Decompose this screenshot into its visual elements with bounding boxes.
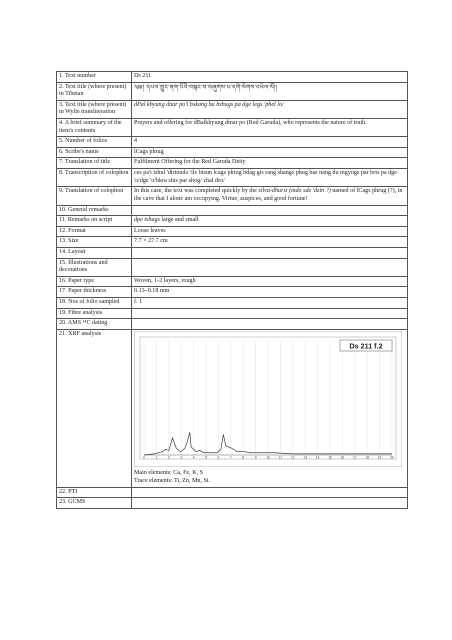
row-value <box>132 258 408 276</box>
row-value: Loose leaves <box>132 226 408 237</box>
x-tick-label: 4 <box>192 455 195 460</box>
x-axis-ticks <box>143 455 394 459</box>
row-label: 5. Number of folios <box>57 137 132 148</box>
x-tick-label: 20 <box>390 455 394 460</box>
table-row <box>57 205 408 216</box>
row-label: 14. Layout <box>57 247 132 258</box>
x-tick-label: 6 <box>217 455 220 460</box>
row-value: 0.13–0.18 mm <box>132 287 408 298</box>
x-tick-label: 9 <box>254 455 257 460</box>
row-label: 8. Transcription of colophon <box>57 169 132 187</box>
script-text: large and small <box>159 217 199 224</box>
table-row <box>57 258 408 276</box>
row-value: Prayers and offering for dBalkhyung dmar po (Red Garuda), who represents the nature of truth. <box>132 119 408 137</box>
gridlines <box>144 341 392 455</box>
table-row <box>57 82 408 100</box>
x-tick-label: 7 <box>229 455 232 460</box>
row-label: 16. Paper type <box>57 276 132 287</box>
x-tick-label: 13 <box>303 455 307 460</box>
table-row <box>57 319 408 330</box>
row-value: ces pa'i tshul 'dirinudo 'ile btsun lcags phrug bdag gis rang shangs phug bas nang du mgyogs par bris pa dge 'o/dge 'o/bkra shis par shog/ zhal dro/ <box>132 169 408 187</box>
table-row <box>57 308 408 319</box>
row-label: 3. Text title (where present) in Wylie transliteration <box>57 100 132 118</box>
table-row <box>57 226 408 237</box>
script-term: dpe tshugs <box>134 217 160 224</box>
row-value <box>132 247 408 258</box>
row-value <box>132 487 408 498</box>
table-row <box>57 216 408 227</box>
row-label: 12. Format <box>57 226 132 237</box>
x-tick-label: 17 <box>353 455 357 460</box>
row-value <box>132 498 408 509</box>
tibetan-title: ༄༅། དཔལ་ཁྱུང་ནག་པོའི་བསྐང་བ་བཞུགས་པ་དགེ་ལེགས་འཕེལ་ལོ།། <box>132 82 408 100</box>
row-value <box>132 308 408 319</box>
table-row <box>57 72 408 83</box>
x-tick-label: 19 <box>377 455 382 460</box>
table-row <box>57 119 408 137</box>
colophon-term: silva-dharsi (mdo sde 'dzin ?) <box>258 188 331 195</box>
x-tick-label: 8 <box>242 455 245 460</box>
table-row <box>57 100 408 118</box>
table-row <box>57 298 408 309</box>
x-tick-label: 14 <box>315 455 320 460</box>
table-row <box>57 237 408 248</box>
xrf-main-elements: Main elements: Ca, Fe, K, S <box>134 470 204 477</box>
row-value: 7.7 × 27.7 cm <box>132 237 408 248</box>
row-label: 23. GCMS <box>57 498 132 509</box>
row-value: 4 <box>132 137 408 148</box>
xrf-trace-elements: Trace elements: Ti, Zn, Mn, Si. <box>134 478 211 485</box>
x-tick-label: 1 <box>155 455 158 460</box>
x-tick-label: 15 <box>328 455 332 460</box>
row-value: Woven, 1-2 layers, rough <box>132 276 408 287</box>
metadata-table <box>56 71 408 509</box>
table-row <box>57 498 408 509</box>
row-label: 2. Text title (where present) in Tibetan <box>57 82 132 100</box>
x-tick-label: 16 <box>340 455 345 460</box>
colophon-text: In this case, the text was completed quickly by the <box>134 188 259 195</box>
x-tick-label: 3 <box>180 455 183 460</box>
xrf-spectrum-chart <box>134 331 402 467</box>
row-label: 4. A brief summary of the item's contents <box>57 119 132 137</box>
x-tick-label: 18 <box>365 455 369 460</box>
row-value <box>132 319 408 330</box>
row-label: 7. Translation of title <box>57 158 132 169</box>
x-tick-label: 10 <box>266 455 270 460</box>
row-label: 6. Scribe's name <box>57 147 132 158</box>
row-value: f. 1 <box>132 298 408 309</box>
chart-title: Ds 211 f.2 <box>349 341 383 351</box>
x-tick-label: 2 <box>167 455 170 460</box>
table-row <box>57 137 408 148</box>
row-value: Fulfilment Offering for the Red Garuda Deity <box>132 158 408 169</box>
row-label: 15. Illustrations and decorations <box>57 258 132 276</box>
row-label: 11. Remarks on script <box>57 216 132 227</box>
row-label: 18. Nos of folio sampled <box>57 298 132 309</box>
row-label: 19. Fibre analysis <box>57 308 132 319</box>
colophon-text: named of lCags phrug (?), in the cave that I alone am occupying. Virtue, auspices, and good fortune! <box>134 188 403 202</box>
row-label: 17. Paper thickness <box>57 287 132 298</box>
row-label: 22. PTI <box>57 487 132 498</box>
row-value <box>132 205 408 216</box>
row-label: 21. XRF analysis <box>57 329 132 487</box>
table-row <box>57 187 408 205</box>
row-label: 9. Translation of colophon <box>57 187 132 205</box>
row-label: 13. Size <box>57 237 132 248</box>
row-value: Ds 211 <box>132 72 408 83</box>
table-row <box>57 247 408 258</box>
x-tick-label: 0 <box>143 455 145 460</box>
table-row <box>57 487 408 498</box>
x-tick-label: 5 <box>205 455 207 460</box>
x-tick-label: 12 <box>291 455 295 460</box>
x-tick-label: 11 <box>278 455 283 460</box>
row-label: 10. General remarks <box>57 205 132 216</box>
table-row <box>57 169 408 187</box>
table-row <box>57 329 408 487</box>
table-row <box>57 287 408 298</box>
wylie-title: dPal khyung dnar po'i bskang ba bzhugs pa dge legs 'phel lo/ <box>132 100 408 118</box>
row-label: 1. Text number <box>57 72 132 83</box>
table-row <box>57 276 408 287</box>
row-value <box>132 216 408 227</box>
xrf-cell <box>132 329 408 487</box>
table-row <box>57 147 408 158</box>
table-row <box>57 158 408 169</box>
row-value: lCags phrug <box>132 147 408 158</box>
row-label: 20. AMS ¹⁴C dating <box>57 319 132 330</box>
row-value <box>132 187 408 205</box>
